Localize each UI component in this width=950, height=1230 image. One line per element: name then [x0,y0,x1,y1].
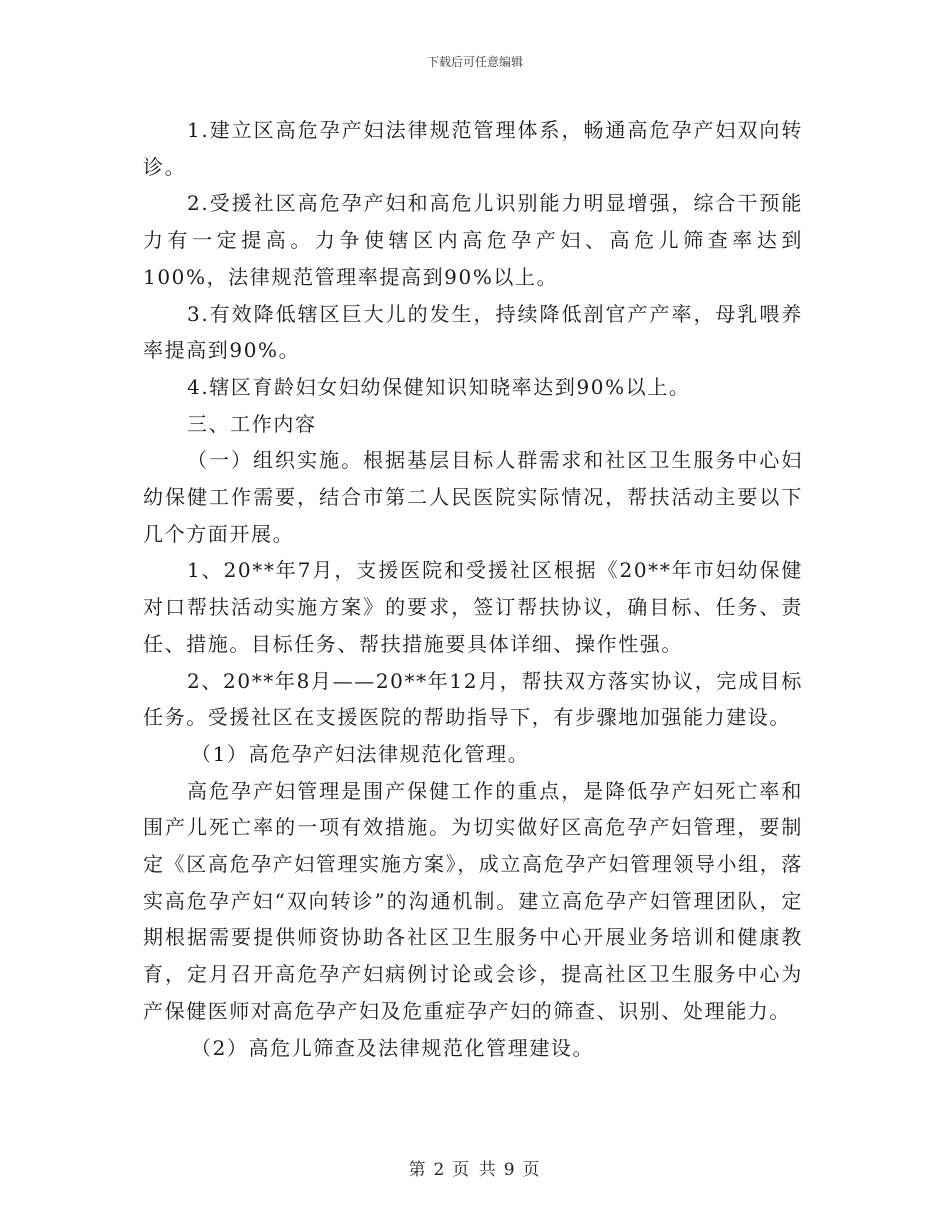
paragraph-goal-4: 4.辖区育龄妇女妇幼保健知识知晓率达到90%以上。 [187,374,691,399]
page-footer [0,1155,950,1180]
footer-current-page: 2 [433,1160,447,1180]
subheading-high-risk-maternal: （1）高危孕产妇法律规范化管理。 [191,741,530,766]
paragraph-goal-2: 2.受援社区高危孕产妇和高危儿识别能力明显增强，综合干预能力有一定提高。力争使辖区内高危孕产妇、高危儿筛查率达到100%，法律规范管理率提高到90%以上。 [143,191,803,289]
paragraph-high-risk-maternal-management: 高危孕产妇管理是围产保健工作的重点，是降低孕产妇死亡率和围产儿死亡率的一项有效措施。为切实做好区高危孕产妇管理，要制定《区高危孕产妇管理实施方案》，成立高危孕产妇管理领导小组，落实高危孕产妇“双向转诊”的沟通机制。建立高危孕产妇管理团队，定期根据需要提供师资协助各社区卫生服务中心开展业务培训和健康教育，定月召开高危孕产妇病例讨论或会诊，提高社区卫生服务中心为产保健医师对高危孕产妇及危重症孕产妇的筛查、识别、处理能力。 [143,778,803,1023]
paragraph-goal-3: 3.有效降低辖区巨大儿的发生，持续降低剖官产产率，母乳喂养率提高到90%。 [143,301,803,363]
document-body [143,112,803,1066]
paragraph-organization: （一）组织实施。根据基层目标人群需求和社区卫生服务中心妇幼保健工作需要，结合市第二人民医院实际情况，帮扶活动主要以下几个方面开展。 [143,448,803,546]
footer-suffix: 页 [522,1160,542,1180]
paragraph-step-2: 2、20**年8月——20**年12月，帮扶双方落实协议，完成目标任务。受援社区在支援医院的帮助指导下，有步骤地加强能力建设。 [143,668,803,730]
subheading-high-risk-infant: （2）高危儿筛查及法律规范化管理建设。 [191,1035,595,1060]
section-heading-work-content: 三、工作内容 [187,411,317,436]
footer-middle: 页 共 [452,1160,498,1180]
paragraph-step-1: 1、20**年7月，支援医院和受援社区根据《20**年市妇幼保健对口帮扶活动实施方案》的要求，签订帮扶协议，确目标、任务、责任、措施。目标任务、帮扶措施要具体详细、操作性强。 [143,558,803,656]
paragraph-goal-1: 1.建立区高危孕产妇法律规范管理体系，畅通高危孕产妇双向转诊。 [143,118,803,179]
footer-prefix: 第 [408,1160,428,1180]
footer-total-pages: 9 [503,1160,517,1180]
page-header-note: 下载后可任意编辑 [426,55,523,69]
